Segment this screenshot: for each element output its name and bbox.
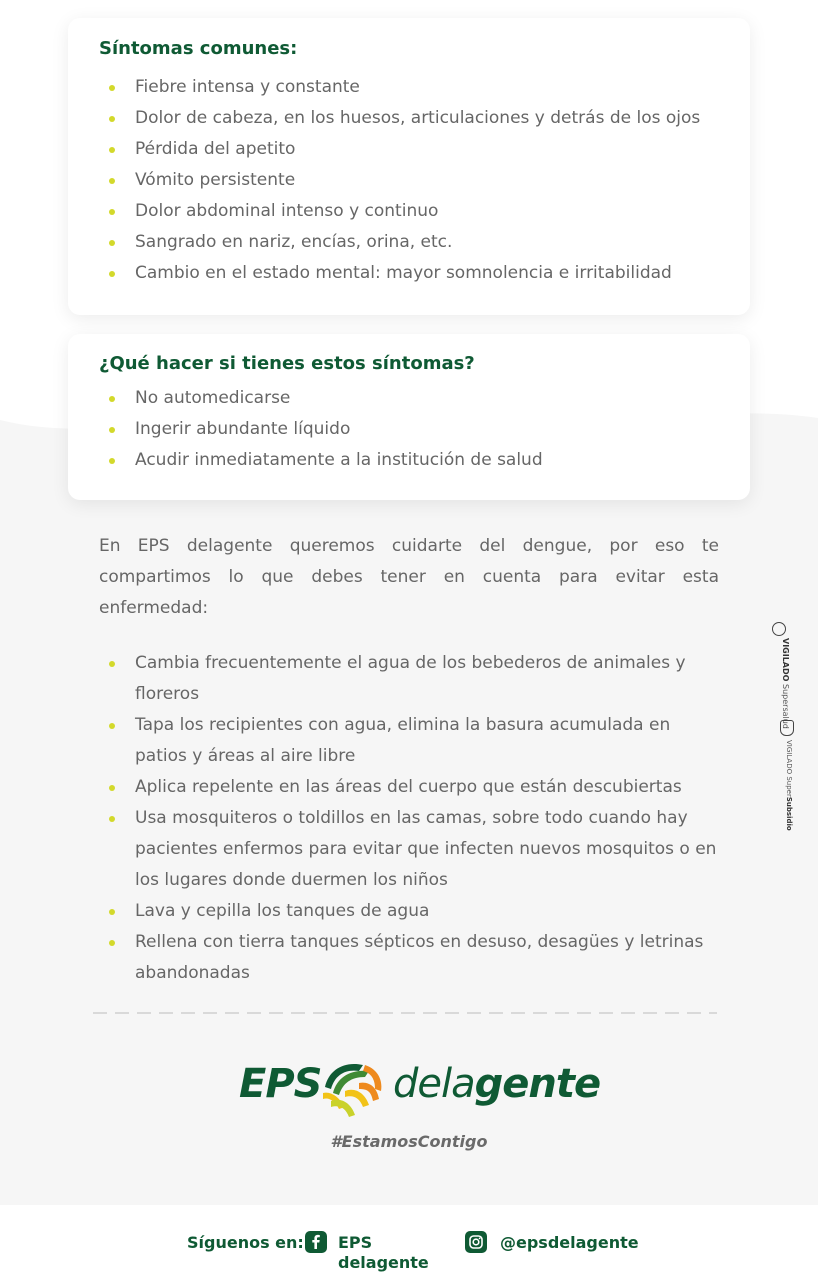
list-item: Pérdida del apetito bbox=[99, 134, 720, 165]
intro-paragraph: En EPS delagente queremos cuidarte del dengue, por eso te compartimos lo que debes tener en cuenta para evitar esta enfermedad: bbox=[99, 536, 719, 618]
bullet-icon bbox=[109, 458, 115, 464]
actions-title: ¿Qué hacer si tienes estos síntomas? bbox=[99, 353, 475, 374]
bullet-icon bbox=[109, 909, 115, 915]
symptoms-title: Síntomas comunes: bbox=[99, 38, 298, 59]
bullet-icon bbox=[109, 85, 115, 91]
supersalud-icon bbox=[772, 622, 786, 636]
bullet-icon bbox=[109, 271, 115, 277]
symptoms-list bbox=[99, 72, 720, 289]
super-label: Super bbox=[785, 776, 793, 797]
bullet-icon bbox=[109, 785, 115, 791]
bullet-icon bbox=[109, 427, 115, 433]
bullet-icon bbox=[109, 209, 115, 215]
dashed-divider bbox=[93, 1012, 717, 1014]
list-item: Ingerir abundante líquido bbox=[99, 414, 720, 445]
list-item: Cambia frecuentemente el agua de los bebederos de animales y floreros bbox=[99, 648, 719, 710]
list-item: Aplica repelente en las áreas del cuerpo que están descubiertas bbox=[99, 772, 719, 803]
bullet-icon bbox=[109, 396, 115, 402]
prevention-list bbox=[99, 648, 719, 989]
vigilado-label: VIGILADO bbox=[781, 638, 790, 682]
subsidio-label: Subsidio bbox=[785, 796, 793, 831]
supersubsidio-seal bbox=[778, 720, 798, 830]
actions-list bbox=[99, 383, 720, 476]
facebook-icon bbox=[305, 1231, 327, 1253]
supersalud-label: Supersalud bbox=[781, 684, 790, 729]
supersubsidio-icon bbox=[780, 720, 794, 736]
list-item: Tapa los recipientes con agua, elimina la basura acumulada en patios y áreas al aire libre bbox=[99, 710, 719, 772]
facebook-label: EPS delagente bbox=[338, 1233, 429, 1272]
bullet-icon bbox=[109, 147, 115, 153]
follow-label: Síguenos en: bbox=[187, 1233, 304, 1252]
list-item: Vómito persistente bbox=[99, 165, 720, 196]
list-item: Dolor de cabeza, en los huesos, articulaciones y detrás de los ojos bbox=[99, 103, 720, 134]
bullet-icon bbox=[109, 816, 115, 822]
list-item: No automedicarse bbox=[99, 383, 720, 414]
list-item: Cambio en el estado mental: mayor somnolencia e irritabilidad bbox=[99, 258, 720, 289]
list-item: Rellena con tierra tanques sépticos en desuso, desagües y letrinas abandonadas bbox=[99, 927, 719, 989]
symptoms-card bbox=[68, 18, 750, 315]
list-item: Lava y cepilla los tanques de agua bbox=[99, 896, 719, 927]
bullet-icon bbox=[109, 940, 115, 946]
list-item: Usa mosquiteros o toldillos en las camas, sobre todo cuando hay pacientes enfermos para evitar que infecten nuevos mosquitos o en los lugares donde duermen los niños bbox=[99, 803, 719, 896]
hashtag: #EstamosContigo bbox=[330, 1132, 488, 1151]
instagram-link[interactable] bbox=[465, 1205, 639, 1280]
bullet-icon bbox=[109, 116, 115, 122]
logo-mark-icon bbox=[319, 1057, 385, 1121]
bullet-icon bbox=[109, 240, 115, 246]
bullet-icon bbox=[109, 723, 115, 729]
supersalud-seal bbox=[771, 620, 793, 729]
instagram-icon bbox=[465, 1231, 487, 1253]
list-item: Acudir inmediatamente a la institución de salud bbox=[99, 445, 720, 476]
logo-eps-text: EPS bbox=[239, 1061, 322, 1107]
list-item: Dolor abdominal intenso y continuo bbox=[99, 196, 720, 227]
bullet-icon bbox=[109, 661, 115, 667]
vigilado-label: VIGILADO bbox=[785, 740, 793, 775]
list-item: Fiebre intensa y constante bbox=[99, 72, 720, 103]
actions-card bbox=[68, 334, 750, 500]
list-item: Sangrado en nariz, encías, orina, etc. bbox=[99, 227, 720, 258]
logo-delagente-text: delagente bbox=[393, 1061, 601, 1107]
instagram-label: @epsdelagente bbox=[500, 1233, 639, 1252]
brand-logo bbox=[237, 1055, 601, 1125]
facebook-link[interactable] bbox=[305, 1205, 455, 1280]
bullet-icon bbox=[109, 178, 115, 184]
footer bbox=[0, 1205, 818, 1280]
